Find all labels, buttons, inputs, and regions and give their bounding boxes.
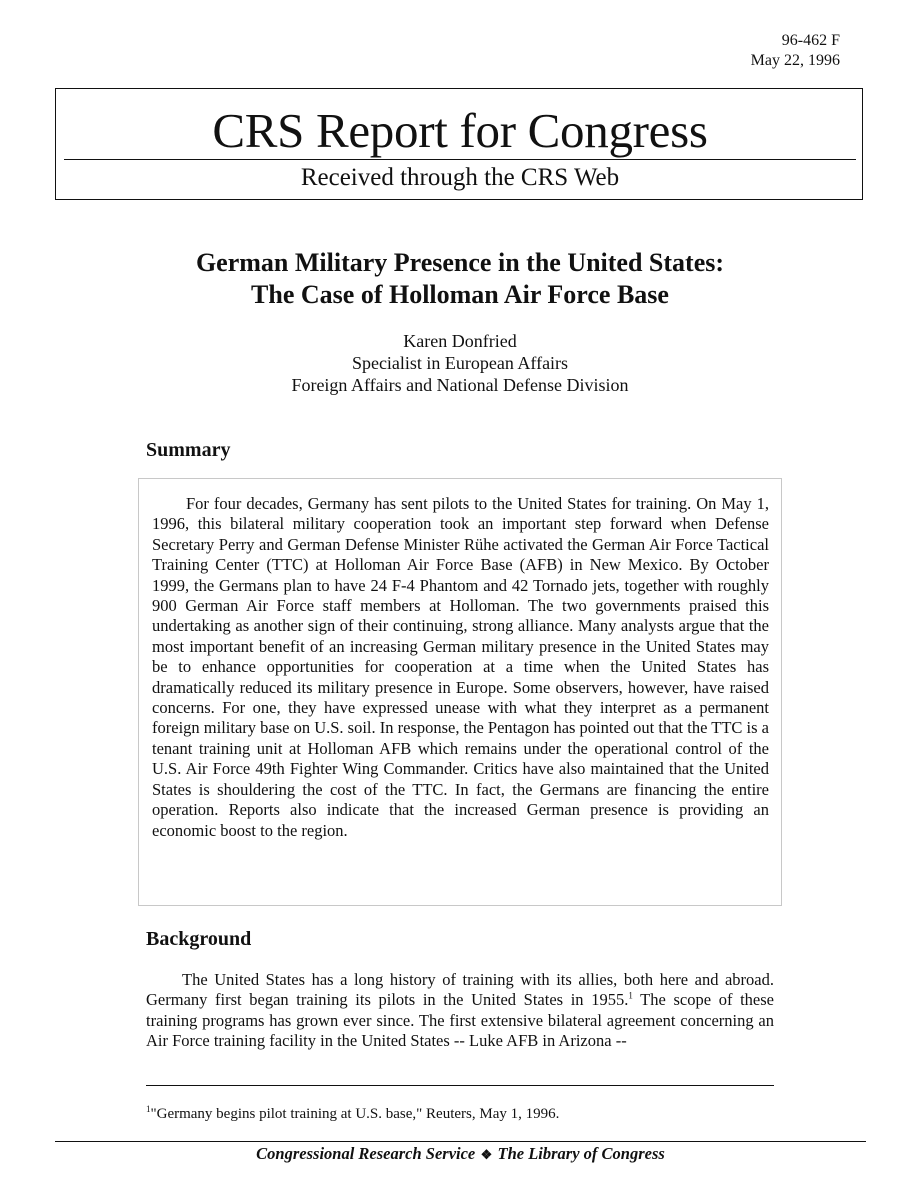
document-title-line-2: The Case of Holloman Air Force Base <box>251 280 669 309</box>
footnote-rule <box>146 1085 774 1086</box>
received-subtitle: Received through the CRS Web <box>300 164 620 191</box>
summary-paragraph: For four decades, Germany has sent pilots to the United States for training. On May 1, 1996, this bilateral military cooperation took an important step forward when Defense Secretary Perry and German Defense Minister Rühe activated the German Air Force Tactical Training Center (TTC) at Holloman Air Force Base (AFB) in New Mexico. By October 1999, the Germans plan to have 24 F-4 Phantom and 42 Tornado jets, together with roughly 900 German Air Force staff members at Holloman. The two governments praised this undertaking as another sign of their continuing, strong alliance. Many analysts argue that the most important benefit of an increasing German military presence in the United States may be to enhance opportunities for cooperation at a time when the United States has dramatically reduced its military presence in Europe. Some observers, however, have raised concerns. For one, they have expressed unease with what they interpret as a permanent foreign military base on U.S. soil. In response, the Pentagon has pointed out that the TTC is a tenant training unit at Holloman AFB which remains under the operational control of the U.S. Air Force 49th Fighter Wing Commander. Critics have also maintained that the United States is shouldering the cost of the TTC. In fact, the Germans are financing the entire operation. Reports also indicate that the increased German presence is providing an economic boost to the region. <box>152 494 769 840</box>
footer-crs-name: Congressional Research Service <box>256 1144 476 1163</box>
background-heading: Background <box>146 928 252 950</box>
author-name: Karen Donfried <box>403 331 517 351</box>
document-title <box>100 247 820 311</box>
author-block <box>100 330 820 396</box>
report-date: May 22, 1996 <box>750 52 840 69</box>
document-title-line-1: German Military Presence in the United States: <box>195 248 725 277</box>
title-rule <box>64 159 856 160</box>
report-title: CRS Report for Congress <box>212 103 708 158</box>
summary-text-block <box>152 494 769 841</box>
footer <box>55 1143 866 1166</box>
background-text-part-1: The United States has a long history of training with its allies, both here and abroad. Germany first began training its pilots in the United States in 1955. <box>146 970 774 1010</box>
footnote-reference[interactable]: 1 <box>628 990 633 1001</box>
footnote <box>146 1105 559 1124</box>
footnote-marker: 1 <box>146 1104 151 1114</box>
report-number: 96-462 F <box>781 32 840 49</box>
summary-heading: Summary <box>146 439 231 461</box>
background-text-part-2: The scope of these training programs has grown ever since. The first extensive bilateral agreement concerning an Air Force training facility in the United States -- Luke AFB in Arizona -- <box>146 990 774 1051</box>
footer-rule <box>55 1141 866 1142</box>
background-paragraph <box>146 970 774 1052</box>
author-title: Specialist in European Affairs <box>351 353 569 373</box>
footer-library-name: The Library of Congress <box>497 1144 665 1163</box>
diamond-ornament-icon: ❖ <box>480 1147 493 1162</box>
background-text-block <box>146 970 774 1052</box>
footnote-text: "Germany begins pilot training at U.S. base," Reuters, May 1, 1996. <box>150 1106 560 1122</box>
author-division: Foreign Affairs and National Defense Division <box>291 375 629 395</box>
